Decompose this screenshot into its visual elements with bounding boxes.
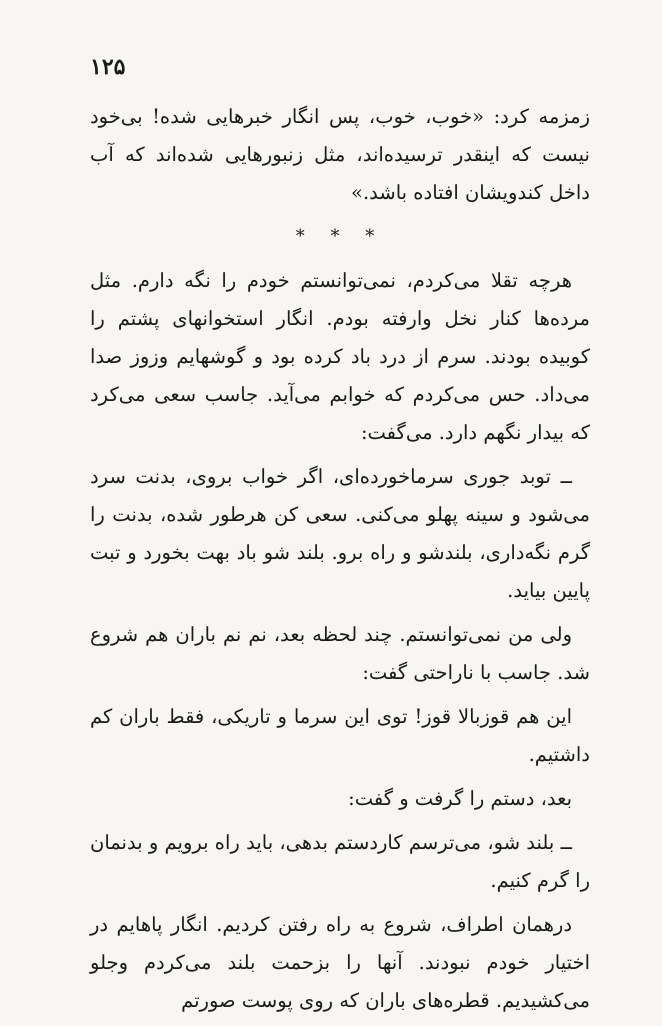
page-number: ۱۲۵ <box>90 54 126 80</box>
paragraph-2: هرچه تقلا می‌کردم، نمی‌توانستم خودم را نگه دارم. مثل مرده‌ها کنار نخل وارفته بودم. انگار استخوانهای پشتم را کوبیده بودند. سرم از درد باد کرده بود و گوشهایم وزوز صدا می‌داد. حس می‌کردم که خوابم می‌آید. جاسب سعی می‌کرد که بیدار نگهم دارد. می‌گفت: <box>90 269 590 444</box>
paragraph-6: بعد، دستم را گرفت و گفت: <box>348 787 572 810</box>
page-body <box>90 98 590 1026</box>
paragraph-4: ولی من نمی‌توانستم. چند لحظه بعد، نم نم باران هم شروع شد. جاسب با ناراحتی گفت: <box>90 623 590 684</box>
paragraph-3: ــ توبد جوری سرماخورده‌ای، اگر خواب بروی، بدنت سرد می‌شود و سینه پهلو می‌کنی. سعی کن هرطور شده، بدنت را گرم نگه‌داری، بلندشو و راه برو. بلند شو باد بهت بخورد و تبت پایین بیاید. <box>90 465 590 602</box>
paragraph-5: این هم قوزبالا قوز! توی این سرما و تاریکی، فقط باران کم داشتیم. <box>90 705 590 766</box>
book-page <box>90 54 590 1012</box>
paragraph-1: زمزمه کرد: «خوب، خوب، پس انگار خبرهایی شده! بی‌خود نیست که اینقدر ترسیده‌اند، مثل زنبورهایی شده‌اند که آب داخل کندویشان افتاده باشد.» <box>90 105 590 204</box>
paragraph-7: ــ بلند شو، می‌ترسم کاردستم بدهی، باید راه برویم و بدنمان را گرم کنیم. <box>90 831 590 892</box>
paragraph-8: درهمان اطراف، شروع به راه رفتن کردیم. انگار پاهایم در اختیار خودم نبودند. آنها را بزحمت بلند می‌کردم وجلو می‌کشیدیم. قطره‌های باران که روی پوست صورتم <box>90 913 590 1012</box>
section-separator: * * * <box>295 226 385 247</box>
